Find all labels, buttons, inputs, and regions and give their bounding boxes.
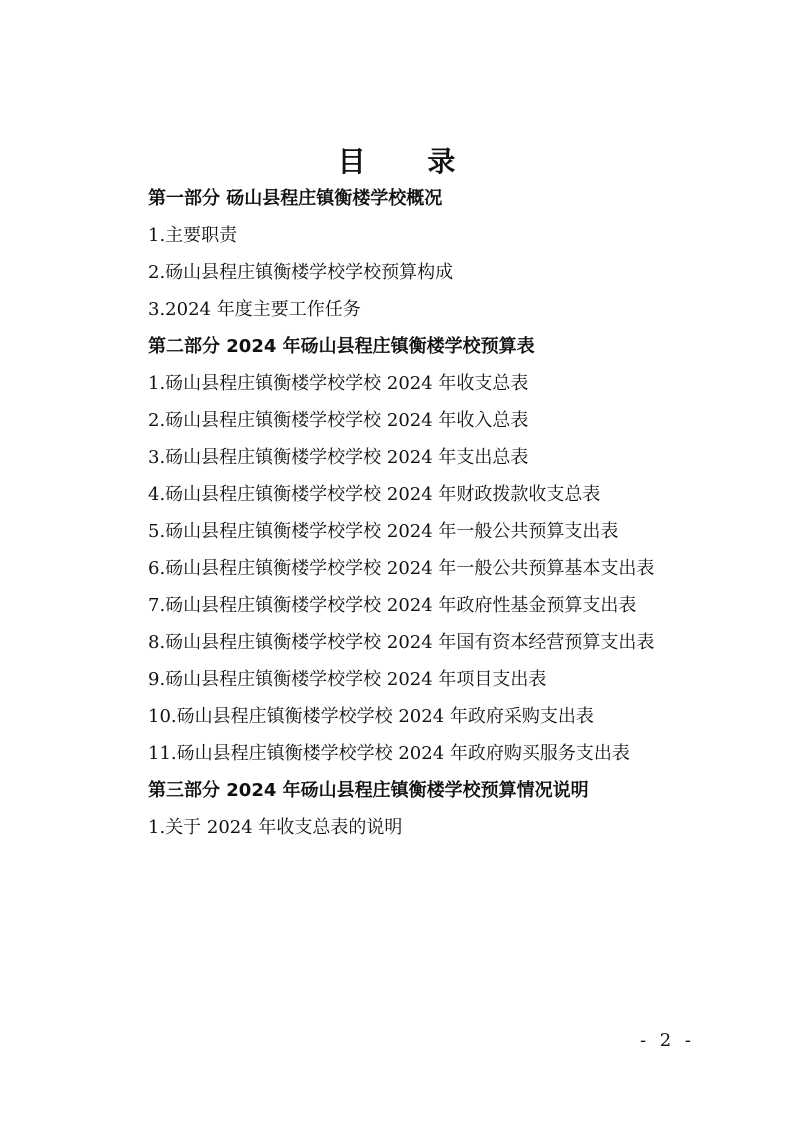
- toc-item: 3.2024 年度主要工作任务: [148, 299, 361, 320]
- toc-item: 2.砀山县程庄镇衡楼学校学校 2024 年收入总表: [148, 410, 529, 431]
- toc-item: 6.砀山县程庄镇衡楼学校学校 2024 年一般公共预算基本支出表: [148, 558, 655, 579]
- page-title: 目 录: [337, 145, 482, 178]
- toc-item: 11.砀山县程庄镇衡楼学校学校 2024 年政府购买服务支出表: [148, 743, 630, 764]
- toc-item: 9.砀山县程庄镇衡楼学校学校 2024 年项目支出表: [148, 669, 547, 690]
- toc-item: 3.砀山县程庄镇衡楼学校学校 2024 年支出总表: [148, 447, 529, 468]
- toc-item: 4.砀山县程庄镇衡楼学校学校 2024 年财政拨款收支总表: [148, 484, 601, 505]
- toc-item: 10.砀山县程庄镇衡楼学校学校 2024 年政府采购支出表: [148, 706, 594, 727]
- toc-item: 5.砀山县程庄镇衡楼学校学校 2024 年一般公共预算支出表: [148, 521, 619, 542]
- toc-part-heading: 第三部分 2024 年砀山县程庄镇衡楼学校预算情况说明: [148, 780, 589, 801]
- toc-item: 8.砀山县程庄镇衡楼学校学校 2024 年国有资本经营预算支出表: [148, 632, 655, 653]
- page-number: - 2 -: [639, 1030, 695, 1051]
- toc-item: 1.关于 2024 年收支总表的说明: [148, 817, 403, 838]
- toc-part-heading: 第二部分 2024 年砀山县程庄镇衡楼学校预算表: [148, 336, 535, 357]
- toc-part-heading: 第一部分 砀山县程庄镇衡楼学校概况: [148, 188, 443, 209]
- toc-item: 2.砀山县程庄镇衡楼学校学校预算构成: [148, 262, 454, 283]
- toc-item: 7.砀山县程庄镇衡楼学校学校 2024 年政府性基金预算支出表: [148, 595, 637, 616]
- table-of-contents: [108, 180, 696, 846]
- toc-item: 1.砀山县程庄镇衡楼学校学校 2024 年收支总表: [148, 373, 529, 394]
- toc-item: 1.主要职责: [148, 225, 238, 246]
